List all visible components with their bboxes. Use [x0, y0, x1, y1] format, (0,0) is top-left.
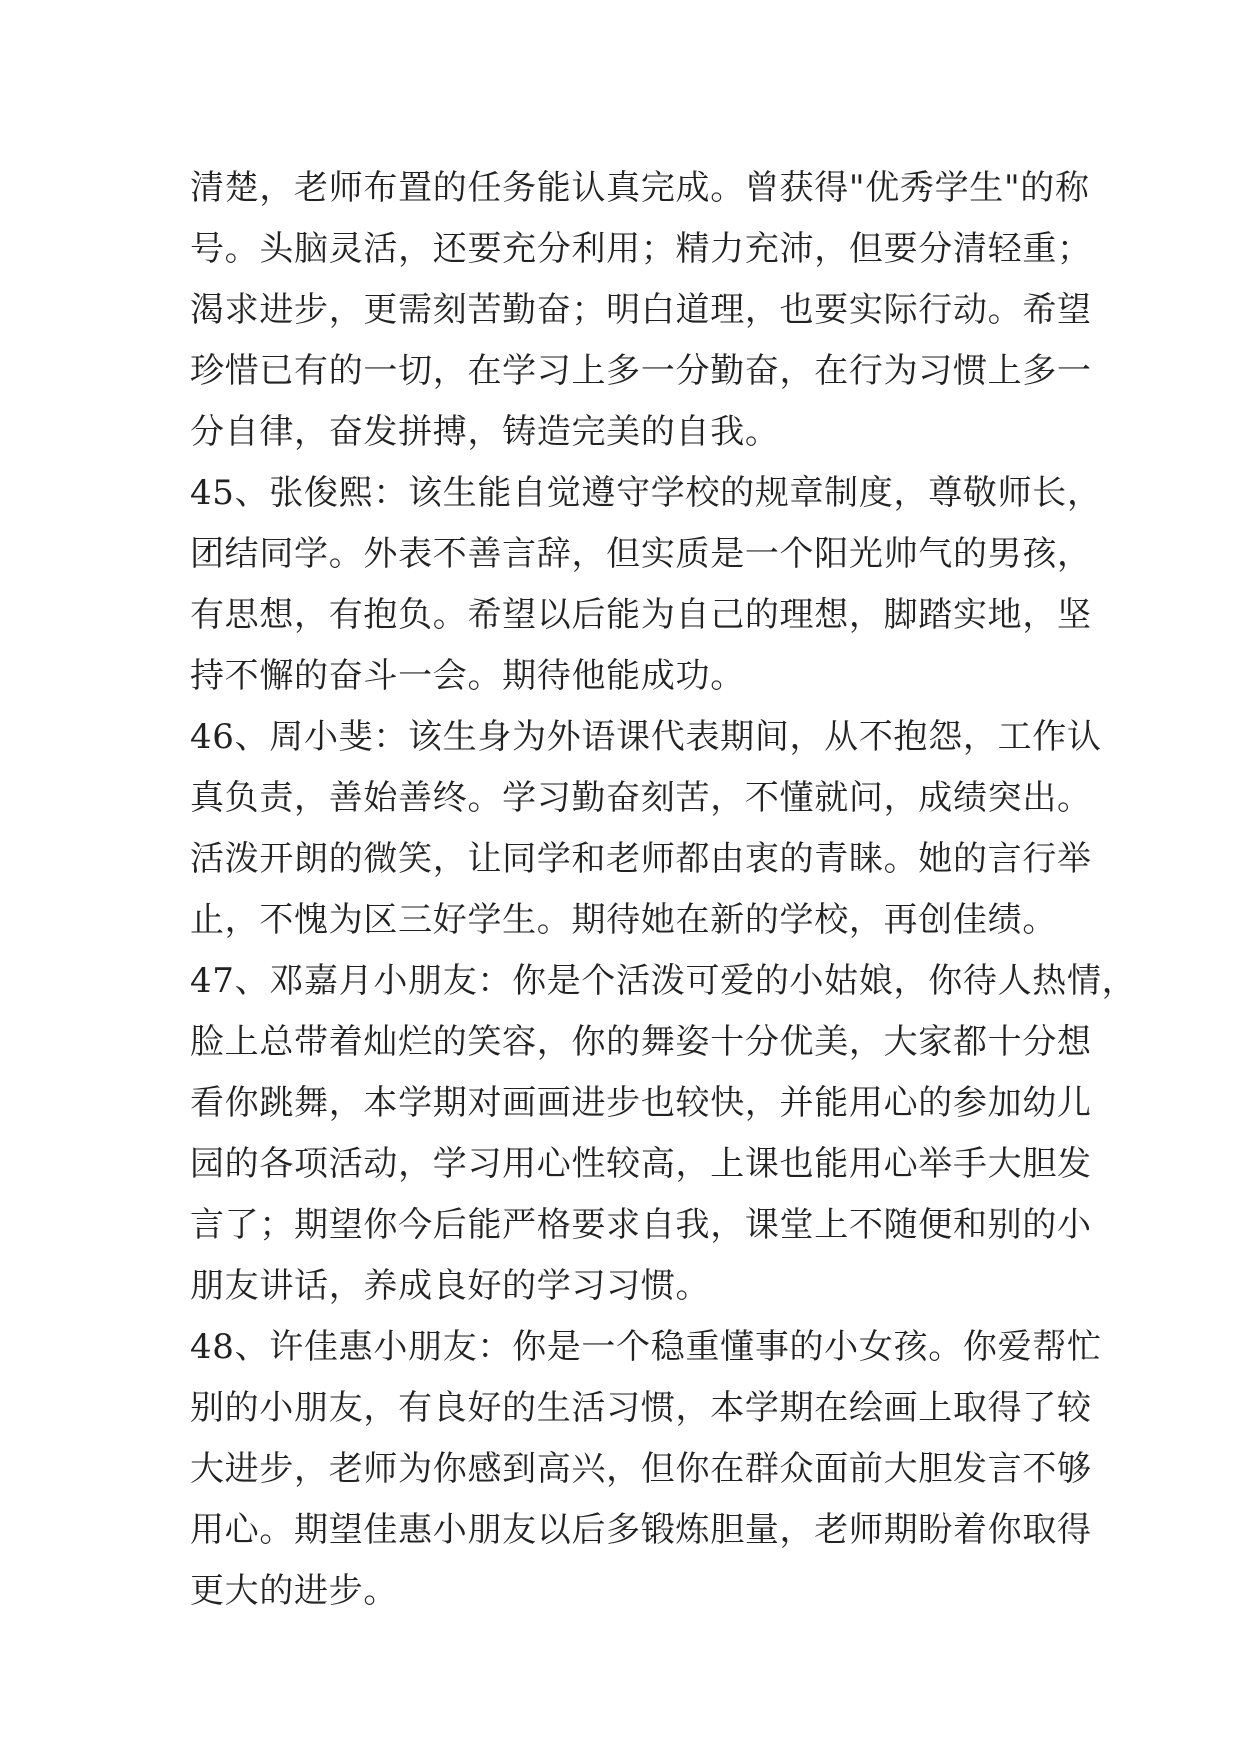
- text-line: 45、张俊熙：该生能自觉遵守学校的规章制度，尊敬师长，: [190, 473, 1102, 513]
- text-line: 言了；期望你今后能严格要求自我，课堂上不随便和别的小: [190, 1205, 1092, 1245]
- text-line: 清楚，老师布置的任务能认真完成。曾获得"优秀学生"的称: [190, 168, 1090, 208]
- text-line: 珍惜已有的一切，在学习上多一分勤奋，在行为习惯上多一: [190, 351, 1092, 391]
- paragraph-48: [190, 1317, 1102, 1622]
- text-line: 止，不愧为区三好学生。期待她在新的学校，再创佳绩。: [190, 900, 1057, 940]
- text-line: 有思想，有抱负。希望以后能为自己的理想，脚踏实地，坚: [190, 595, 1092, 635]
- text-line: 用心。期望佳惠小朋友以后多锻炼胆量，老师期盼着你取得: [190, 1510, 1092, 1550]
- text-line: 号。头脑灵活，还要充分利用；精力充沛，但要分清轻重；: [190, 229, 1092, 269]
- text-line: 大进步，老师为你感到高兴，但你在群众面前大胆发言不够: [190, 1449, 1092, 1489]
- text-line: 团结同学。外表不善言辞，但实质是一个阳光帅气的男孩，: [190, 534, 1092, 574]
- text-line: 脸上总带着灿烂的笑容，你的舞姿十分优美，大家都十分想: [190, 1022, 1092, 1062]
- paragraph-47: [190, 951, 1137, 1317]
- text-line: 持不懈的奋斗一会。期待他能成功。: [190, 656, 745, 696]
- paragraph-46: [190, 707, 1102, 951]
- text-line: 活泼开朗的微笑，让同学和老师都由衷的青睐。她的言行举: [190, 839, 1092, 879]
- text-line: 47、邓嘉月小朋友：你是个活泼可爱的小姑娘，你待人热情，: [190, 961, 1137, 1001]
- text-line: 朋友讲话，养成良好的学习习惯。: [190, 1266, 711, 1306]
- text-line: 48、许佳惠小朋友：你是一个稳重懂事的小女孩。你爱帮忙: [190, 1327, 1102, 1367]
- paragraph-45: [190, 463, 1102, 707]
- text-line: 别的小朋友，有良好的生活习惯，本学期在绘画上取得了较: [190, 1388, 1092, 1428]
- text-line: 园的各项活动，学习用心性较高，上课也能用心举手大胆发: [190, 1144, 1092, 1184]
- paragraph-continuation: [190, 158, 1092, 463]
- text-line: 46、周小斐：该生身为外语课代表期间，从不抱怨，工作认: [190, 717, 1102, 757]
- text-line: 真负责，善始善终。学习勤奋刻苦，不懂就问，成绩突出。: [190, 778, 1092, 818]
- text-line: 看你跳舞，本学期对画画进步也较快，并能用心的参加幼儿: [190, 1083, 1092, 1123]
- text-line: 分自律，奋发拼搏，铸造完美的自我。: [190, 412, 780, 452]
- document-body: [190, 158, 1137, 1622]
- text-line: 渴求进步，更需刻苦勤奋；明白道理，也要实际行动。希望: [190, 290, 1092, 330]
- text-line: 更大的进步。: [190, 1571, 399, 1611]
